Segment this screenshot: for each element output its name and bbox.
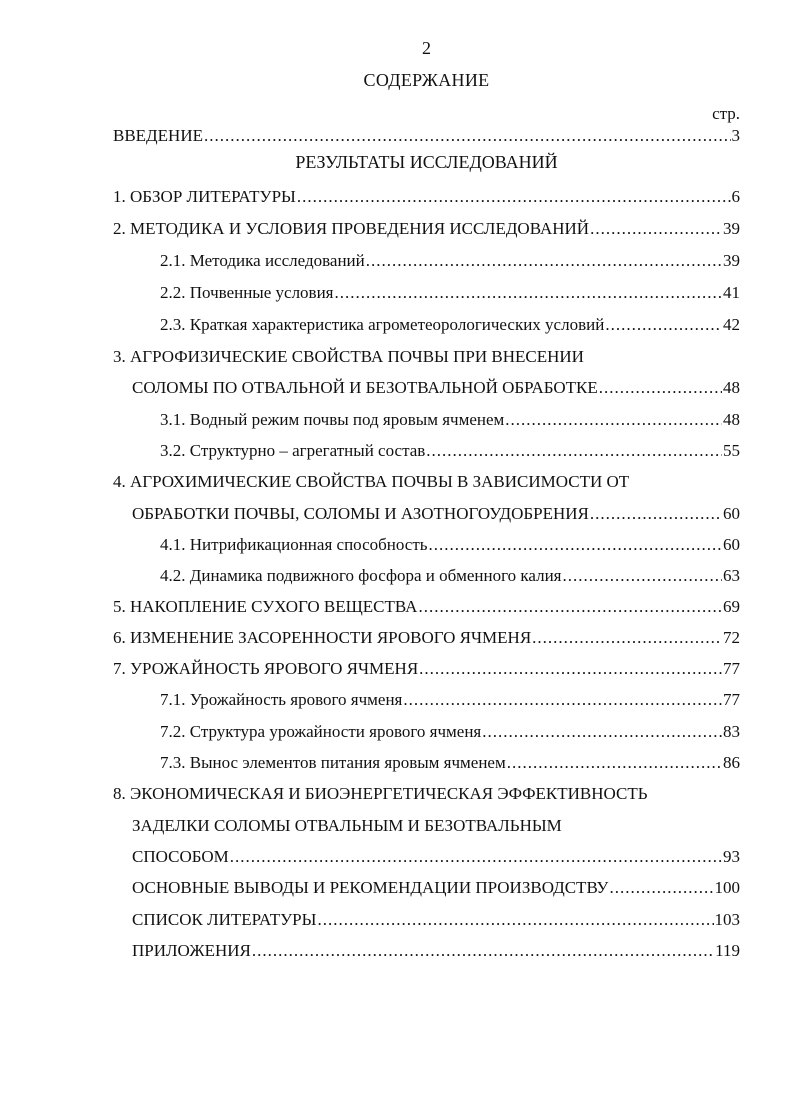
toc-entry-s1[interactable]	[113, 187, 740, 207]
dot-leader	[563, 566, 723, 586]
toc-entry-page: 42	[723, 315, 740, 334]
toc-entry-s8-line1: 8. ЭКОНОМИЧЕСКАЯ И БИОЭНЕРГЕТИЧЕСКАЯ ЭФФЕКТИВНОСТЬ	[113, 784, 648, 803]
page-title: СОДЕРЖАНИЕ	[363, 70, 490, 90]
toc-entry-label: ПРИЛОЖЕНИЯ	[132, 941, 251, 960]
toc-entry-s4-line1: 4. АГРОХИМИЧЕСКИЕ СВОЙСТВА ПОЧВЫ В ЗАВИСИМОСТИ ОТ	[113, 472, 630, 491]
toc-entry-page: 103	[714, 910, 740, 929]
toc-entry-label: 4.2. Динамика подвижного фосфора и обменного калия	[160, 566, 562, 585]
dot-leader	[532, 628, 722, 648]
toc-entry-page: 63	[723, 566, 740, 585]
toc-entry-s6[interactable]	[113, 628, 740, 648]
toc-entry-page: 119	[715, 941, 740, 960]
toc-entry-s8-line2: ЗАДЕЛКИ СОЛОМЫ ОТВАЛЬНЫМ И БЕЗОТВАЛЬНЫМ	[132, 816, 562, 835]
toc-entry-page: 86	[723, 753, 740, 772]
toc-entry-label: 2.2. Почвенные условия	[160, 283, 334, 302]
toc-entry-appendices[interactable]	[132, 941, 740, 961]
dot-leader	[507, 753, 722, 773]
dot-leader	[605, 315, 722, 335]
toc-entry-s4-2[interactable]	[160, 566, 740, 586]
toc-entry-label: 2.1. Методика исследований	[160, 251, 365, 270]
toc-entry-page: 100	[714, 878, 740, 897]
toc-entry-s7-3[interactable]	[160, 753, 740, 773]
dot-leader	[335, 283, 723, 303]
toc-entry-label: СПОСОБОМ	[132, 847, 229, 866]
toc-entry-s7-1[interactable]	[160, 690, 740, 710]
toc-entry-intro[interactable]	[113, 126, 740, 146]
dot-leader	[252, 941, 714, 961]
toc-entry-page: 3	[731, 126, 740, 145]
toc-entry-label: 7.2. Структура урожайности ярового ячменя	[160, 722, 482, 741]
toc-entry-page: 41	[723, 283, 740, 302]
dot-leader	[505, 410, 722, 430]
toc-entry-s4-1[interactable]	[160, 535, 740, 555]
dot-leader	[204, 126, 731, 146]
toc-entry-conclusions[interactable]	[132, 878, 740, 898]
toc-entry-s2-1[interactable]	[160, 251, 740, 271]
toc-entry-label: 6. ИЗМЕНЕНИЕ ЗАСОРЕННОСТИ ЯРОВОГО ЯЧМЕНЯ	[113, 628, 532, 647]
toc-entry-label: СОЛОМЫ ПО ОТВАЛЬНОЙ И БЕЗОТВАЛЬНОЙ ОБРАБОТКЕ	[132, 378, 598, 397]
toc-entry-s4[interactable]	[132, 504, 740, 524]
toc-entry-s2-2[interactable]	[160, 283, 740, 303]
toc-entry-label: 4.1. Нитрификационная способность	[160, 535, 428, 554]
dot-leader	[419, 659, 722, 679]
toc-entry-label: 3.2. Структурно – агрегатный состав	[160, 441, 426, 460]
toc-entry-references[interactable]	[132, 910, 740, 930]
section-title: РЕЗУЛЬТАТЫ ИССЛЕДОВАНИЙ	[295, 152, 558, 172]
toc-entry-page: 60	[723, 504, 740, 523]
dot-leader	[609, 878, 713, 898]
toc-entry-s7-2[interactable]	[160, 722, 740, 742]
toc-entry-page: 72	[723, 628, 740, 647]
dot-leader	[403, 690, 722, 710]
toc-entry-s3-line1: 3. АГРОФИЗИЧЕСКИЕ СВОЙСТВА ПОЧВЫ ПРИ ВНЕСЕНИИ	[113, 347, 584, 366]
toc-entry-label: 1. ОБЗОР ЛИТЕРАТУРЫ	[113, 187, 296, 206]
dot-leader	[426, 441, 722, 461]
dot-leader	[429, 535, 722, 555]
toc-entry-label: 7.1. Урожайность ярового ячменя	[160, 690, 403, 709]
toc-entry-page: 39	[723, 219, 740, 238]
toc-entry-s2[interactable]	[113, 219, 740, 239]
toc-entry-label: 7.3. Вынос элементов питания яровым ячменем	[160, 753, 506, 772]
toc-entry-label: ВВЕДЕНИЕ	[113, 126, 203, 145]
dot-leader	[230, 847, 722, 867]
toc-entry-page: 60	[723, 535, 740, 554]
toc-entry-s3-2[interactable]	[160, 441, 740, 461]
toc-entry-label: СПИСОК ЛИТЕРАТУРЫ	[132, 910, 317, 929]
dot-leader	[590, 504, 722, 524]
toc-entry-s8[interactable]	[132, 847, 740, 867]
toc-entry-page: 6	[731, 187, 740, 206]
toc-entry-page: 55	[723, 441, 740, 460]
toc-entry-s2-3[interactable]	[160, 315, 740, 335]
dot-leader	[317, 910, 713, 930]
dot-leader	[297, 187, 731, 207]
toc-entry-s5[interactable]	[113, 597, 740, 617]
toc-entry-label: 2.3. Краткая характеристика агрометеорологических условий	[160, 315, 605, 334]
toc-entry-page: 39	[723, 251, 740, 270]
toc-entry-page: 93	[723, 847, 740, 866]
toc-entry-page: 77	[723, 690, 740, 709]
toc-entry-label: 2. МЕТОДИКА И УСЛОВИЯ ПРОВЕДЕНИЯ ИССЛЕДОВАНИЙ	[113, 219, 590, 238]
toc-entry-page: 69	[723, 597, 740, 616]
page-number: 2	[422, 38, 431, 58]
toc-entry-page: 83	[723, 722, 740, 741]
toc-entry-label: 7. УРОЖАЙНОСТЬ ЯРОВОГО ЯЧМЕНЯ	[113, 659, 419, 678]
toc-entry-page: 48	[723, 410, 740, 429]
pages-column-header: стр.	[712, 104, 740, 123]
toc-entry-label: ОБРАБОТКИ ПОЧВЫ, СОЛОМЫ И АЗОТНОГОУДОБРЕНИЯ	[132, 504, 589, 523]
toc-entry-page: 77	[723, 659, 740, 678]
dot-leader	[590, 219, 722, 239]
toc-entry-s7[interactable]	[113, 659, 740, 679]
toc-entry-label: ОСНОВНЫЕ ВЫВОДЫ И РЕКОМЕНДАЦИИ ПРОИЗВОДСТВУ	[132, 878, 609, 897]
toc-entry-label: 3.1. Водный режим почвы под яровым ячменем	[160, 410, 505, 429]
toc-entry-s3[interactable]	[132, 378, 740, 398]
dot-leader	[599, 378, 722, 398]
toc-entry-s3-1[interactable]	[160, 410, 740, 430]
dot-leader	[482, 722, 722, 742]
toc-entry-page: 48	[723, 378, 740, 397]
dot-leader	[418, 597, 722, 617]
toc-entry-label: 5. НАКОПЛЕНИЕ СУХОГО ВЕЩЕСТВА	[113, 597, 418, 616]
dot-leader	[366, 251, 722, 271]
